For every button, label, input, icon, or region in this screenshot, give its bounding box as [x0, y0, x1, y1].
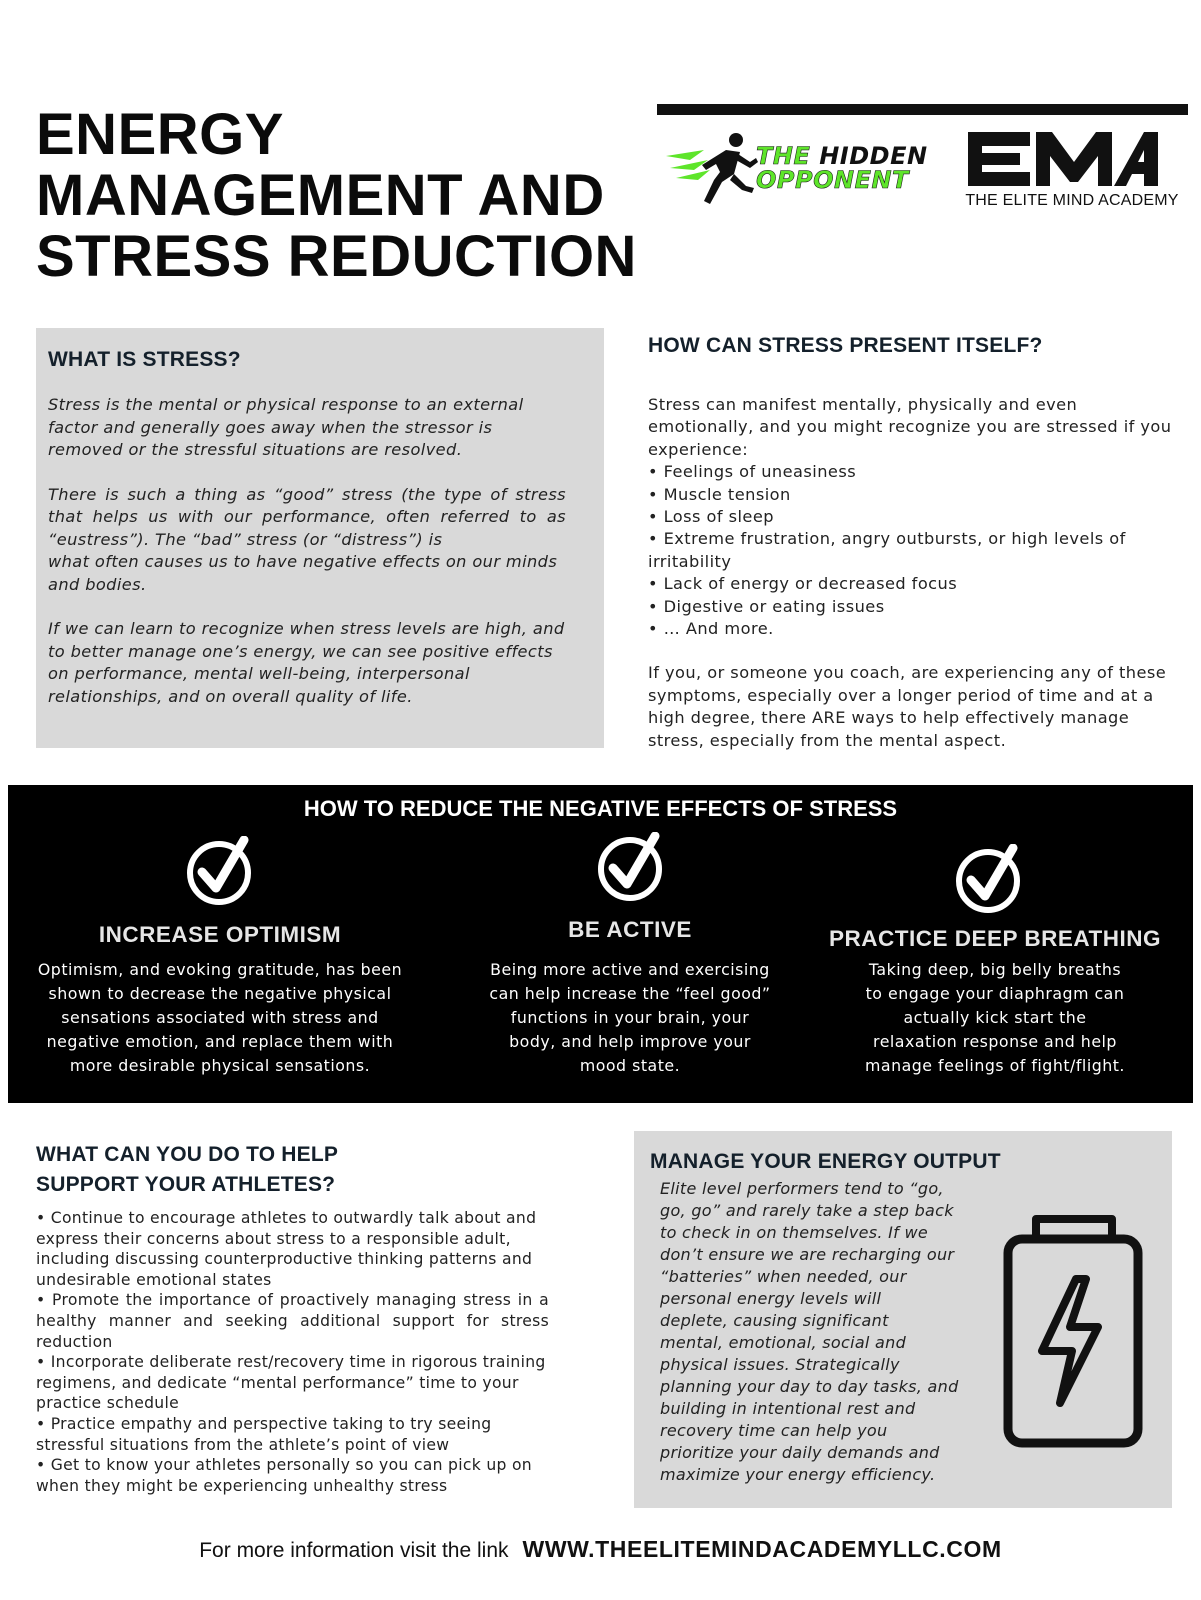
support-athletes-heading	[36, 1140, 338, 1200]
body-line: mood state.	[579, 1056, 681, 1075]
body-line: “batteries” when needed, our	[660, 1267, 907, 1286]
body-line: Being more active and exercising	[490, 960, 770, 979]
support-heading-line-2: SUPPORT YOUR ATHLETES?	[36, 1173, 336, 1196]
checkmark-icon	[186, 836, 256, 906]
title-line-2: MANAGEMENT AND	[36, 163, 605, 228]
footer	[0, 1536, 1201, 1563]
body-line: relaxation response and help	[873, 1032, 1117, 1051]
recognize-paragraph: If we can learn to recognize when stress levels are high, and to better manage one’s energy, we can see positive effects on performance, mental well-being, interpersonal relationships, and on overall quality of life.	[48, 619, 565, 706]
support-item: • Continue to encourage athletes to outwardly talk about and express their concerns about stress to a responsible adult, including discussing counterproductive thinking patterns and undesirable emotional states	[36, 1209, 537, 1289]
energy-output-body	[660, 1178, 1000, 1486]
deep-breathing-body	[815, 958, 1175, 1078]
how-present-heading: HOW CAN STRESS PRESENT ITSELF?	[648, 334, 1043, 357]
body-line: mental, emotional, social and	[660, 1333, 907, 1352]
body-line: Optimism, and evoking gratitude, has been	[37, 960, 403, 979]
energy-output-heading: MANAGE YOUR ENERGY OUTPUT	[650, 1150, 1001, 1173]
header-rule	[657, 104, 1188, 115]
body-line: personal energy levels will	[660, 1289, 882, 1308]
page-title	[36, 104, 656, 287]
ema-caption: THE ELITE MIND ACADEMY	[965, 192, 1179, 209]
body-line: maximize your energy efficiency.	[660, 1465, 936, 1484]
body-line: planning your day to day tasks, and	[660, 1377, 959, 1396]
body-line: manage feelings of fight/flight.	[865, 1056, 1125, 1075]
checkmark-icon	[955, 844, 1025, 914]
ema-monogram-icon	[944, 128, 1200, 192]
body-line: deplete, causing significant	[660, 1311, 889, 1330]
increase-optimism-title: INCREASE OPTIMISM	[98, 922, 342, 947]
body-line: physical issues. Strategically	[660, 1355, 900, 1374]
symptom-item: • Extreme frustration, angry outbursts, or high levels of irritability	[648, 529, 1126, 571]
runner-icon	[664, 130, 760, 208]
footer-prefix: For more information visit the link	[199, 1539, 509, 1562]
footer-link[interactable]: WWW.THEELITEMINDACADEMYLLC.COM	[522, 1536, 1002, 1562]
body-line: functions in your brain, your	[510, 1008, 750, 1027]
deep-breathing-title: PRACTICE DEEP BREATHING	[829, 926, 1161, 951]
body-line: recovery time can help you	[660, 1421, 888, 1440]
body-line: Elite level performers tend to “go,	[660, 1179, 944, 1198]
checkmark-icon	[597, 832, 667, 902]
symptom-item: • Loss of sleep	[648, 507, 774, 527]
support-item: • Get to know your athletes personally so you can pick up on when they might be experiencing unhealthy stress	[36, 1456, 532, 1495]
battery-lightning-icon	[1002, 1213, 1152, 1453]
support-item: • Incorporate deliberate rest/recovery time in rigorous training regimens, and dedicate “mental performance” time to your practice schedule	[36, 1353, 546, 1413]
what-is-stress-body	[48, 394, 566, 730]
body-line: actually kick start the	[903, 1008, 1087, 1027]
eustress-paragraph: There is such a thing as “good” stress (the type of stress that helps us with our performance, often referred to as “eustress”). The “bad” stress (or “distress”) is	[48, 484, 566, 549]
reduce-stress-heading: HOW TO REDUCE THE NEGATIVE EFFECTS OF STRESS	[303, 796, 898, 821]
body-line: can help increase the “feel good”	[489, 984, 771, 1003]
be-active-body	[450, 958, 810, 1078]
body-line: prioritize your daily demands and	[660, 1443, 940, 1462]
support-athletes-list	[36, 1208, 549, 1496]
body-line: go, go” and rarely take a step back	[660, 1201, 954, 1220]
elite-mind-academy-logo	[944, 128, 1200, 214]
stress-definition-paragraph: Stress is the mental or physical response to an external factor and generally goes away when the stressor is removed or the stressful situations are resolved.	[48, 395, 524, 459]
title-line-1: ENERGY	[36, 102, 284, 167]
symptom-item: • Lack of energy or decreased focus	[648, 574, 958, 594]
body-line: sensations associated with stress and	[61, 1008, 379, 1027]
title-line-3: STRESS REDUCTION	[36, 224, 637, 289]
symptom-item: • … And more.	[648, 619, 774, 639]
increase-optimism-body	[20, 958, 420, 1078]
distress-paragraph: what often causes us to have negative effects on our minds and bodies.	[48, 552, 558, 594]
how-present-body	[648, 394, 1176, 752]
body-line: negative emotion, and replace them with	[46, 1032, 394, 1051]
body-line: building in intentional rest and	[660, 1399, 916, 1418]
symptom-item: • Digestive or eating issues	[648, 596, 885, 616]
hidden-opponent-wordmark	[756, 144, 928, 192]
what-is-stress-heading: WHAT IS STRESS?	[48, 348, 241, 371]
body-line: more desirable physical sensations.	[69, 1056, 371, 1075]
support-heading-line-1: WHAT CAN YOU DO TO HELP	[36, 1143, 339, 1166]
body-line: to engage your diaphragm can	[865, 984, 1125, 1003]
body-line: to check in on themselves. If we	[660, 1223, 929, 1242]
logo-word-opponent: OPPONENT	[756, 166, 909, 194]
support-item: • Promote the importance of proactively managing stress in a healthy manner and seeking additional support for stress reduction	[36, 1291, 549, 1351]
hidden-opponent-logo	[664, 130, 944, 210]
body-line: don’t ensure we are recharging our	[660, 1245, 955, 1264]
support-item: • Practice empathy and perspective taking to try seeing stressful situations from the athlete’s point of view	[36, 1414, 492, 1454]
body-line: body, and help improve your	[509, 1032, 751, 1051]
symptom-item: • Feelings of uneasiness	[648, 462, 857, 482]
logo-word-hidden: HIDDEN	[819, 142, 928, 170]
symptom-item: • Muscle tension	[648, 484, 791, 504]
symptoms-intro: Stress can manifest mentally, physically and even emotionally, and you might recognize you are stressed if you experience:	[648, 395, 1172, 459]
body-line: shown to decrease the negative physical	[48, 984, 392, 1003]
symptoms-closing: If you, or someone you coach, are experiencing any of these symptoms, especially over a longer period of time and at a high degree, there ARE ways to help effectively manage stress, especially from the mental aspect.	[648, 663, 1167, 750]
body-line: Taking deep, big belly breaths	[868, 960, 1122, 979]
be-active-title: BE ACTIVE	[568, 917, 692, 942]
logo-word-the: THE	[756, 142, 811, 170]
